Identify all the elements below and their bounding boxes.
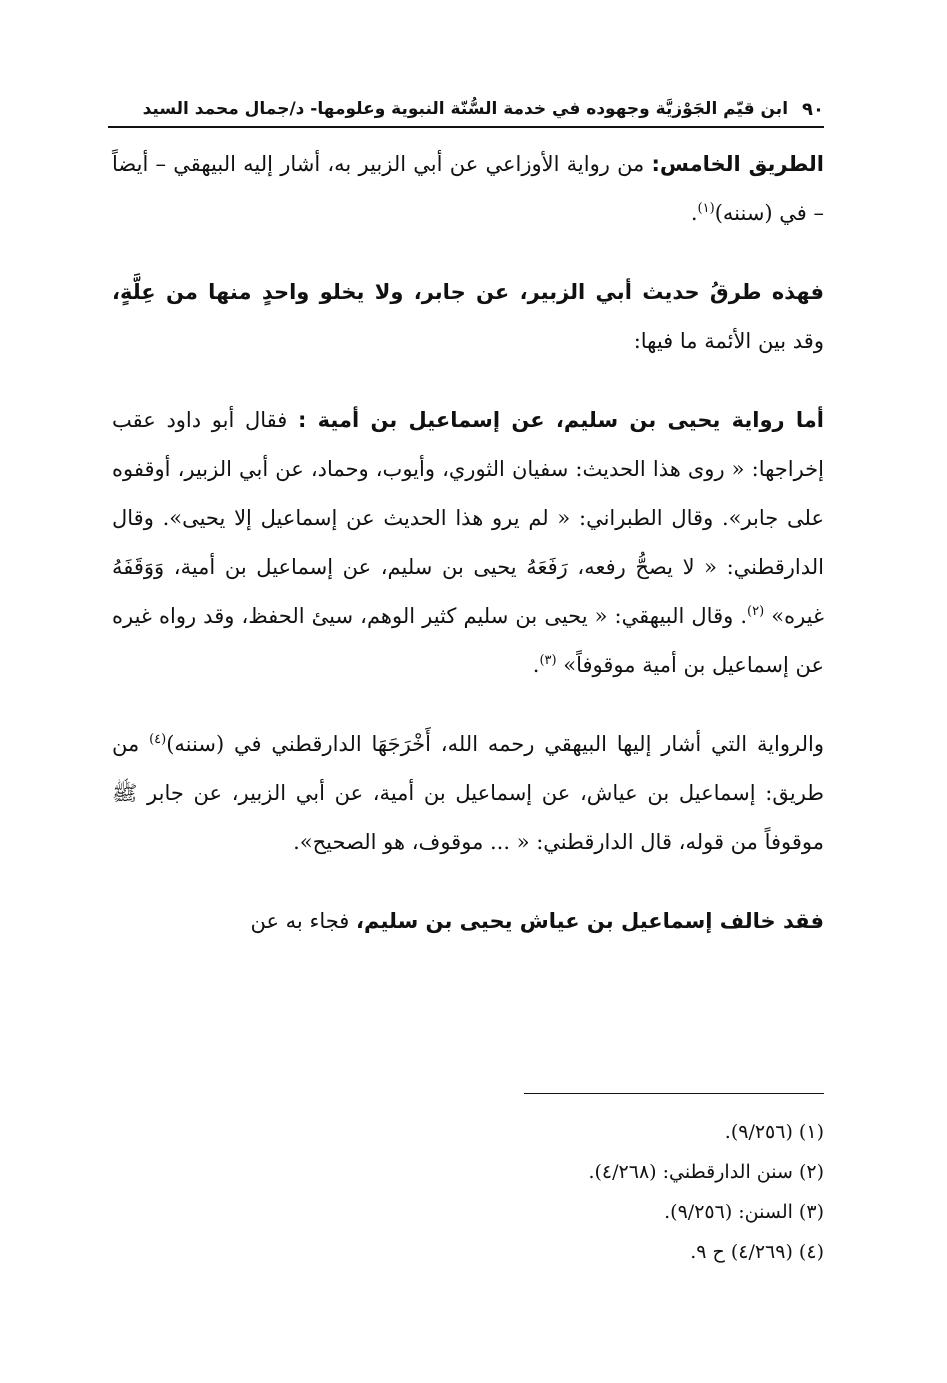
- routes-summary-tail: وقد بين الأئمة ما فيها:: [633, 329, 824, 353]
- fifth-route-end: .: [690, 201, 698, 225]
- bayhaqi-narration-text-1: والرواية التي أشار إليها البيهقي رحمه الله، أَخْرَجَهَا الدارقطني في (سننه): [166, 732, 824, 756]
- footnote-4: (٤) (٤/٢٦٩) ح ٩.: [690, 1241, 824, 1263]
- yahya-narration-lead: أما رواية يحيى بن سليم، عن إسماعيل بن أمية :: [297, 408, 824, 432]
- paragraph-bayhaqi-narration: [112, 720, 824, 867]
- footnote-ref-2[interactable]: (٢): [747, 604, 765, 619]
- yahya-narration-end: .: [532, 653, 540, 677]
- footnote-2: (٢) سنن الدارقطني: (٤/٢٦٨).: [588, 1161, 824, 1183]
- footnote-3: (٣) السنن: (٩/٢٥٦).: [664, 1201, 824, 1223]
- bayhaqi-narration-text-2: من طريق: إسماعيل بن عياش، عن إسماعيل بن أمية، عن أبي الزبير، عن جابر ﷺ موقوفاً من قوله، قال الدارقطني: « ... موقوف، هو الصحيح».: [112, 732, 824, 854]
- paragraph-routes-summary: [112, 268, 824, 366]
- footnotes: [112, 1112, 824, 1272]
- yahya-narration-text-2: . وقال البيهقي: « يحيى بن سليم كثير الوهم، سيئ الحفظ، وقد رواه غيره عن إسماعيل بن أمية موقوفاً»: [112, 604, 824, 677]
- contradiction-lead: فقد خالف إسماعيل بن عياش يحيى بن سليم،: [356, 909, 824, 933]
- contradiction-tail: فجاء به عن: [250, 909, 356, 933]
- header-title: ابن قيّم الجَوْزيَّة وجهوده في خدمة السُّنّة النبوية وعلومها- د/جمال محمد السيد: [142, 99, 789, 119]
- footnote-ref-1[interactable]: (١): [697, 201, 715, 216]
- paragraph-fifth-route: [112, 140, 824, 238]
- footnote-ref-3[interactable]: (٣): [539, 653, 557, 668]
- fifth-route-text: من رواية الأوزاعي عن أبي الزبير به، أشار إليه البيهقي – أيضاً – في (سننه): [112, 152, 824, 225]
- footnote-ref-4[interactable]: (٤): [149, 732, 167, 747]
- footnote-1: (١) (٩/٢٥٦).: [724, 1121, 824, 1143]
- running-header: [108, 92, 824, 128]
- paragraph-contradiction: [112, 897, 824, 946]
- main-text: [112, 140, 824, 976]
- paragraph-yahya-narration: [112, 396, 824, 690]
- yahya-narration-text-1: فقال أبو داود عقب إخراجها: « روى هذا الحديث: سفيان الثوري، وأيوب، وحماد، عن أبي الزبير، أوقفوه على جابر». وقال الطبراني: « لم يرو هذا الحديث عن إسماعيل إلا يحيى». وقال الدارقطني: « لا يصحُّ رفعه، رَفَعَهُ يحيى بن سليم، عن إسماعيل بن أمية، وَوَقَفَهُ غيره»: [112, 408, 824, 628]
- fifth-route-label: الطريق الخامس:: [651, 152, 824, 176]
- page-number: ٩٠: [802, 98, 824, 120]
- routes-summary-text: فهذه طرقُ حديث أبي الزبير، عن جابر، ولا يخلو واحدٍ منها من عِلَّةٍ،: [112, 280, 824, 304]
- footnote-divider: [524, 1093, 824, 1094]
